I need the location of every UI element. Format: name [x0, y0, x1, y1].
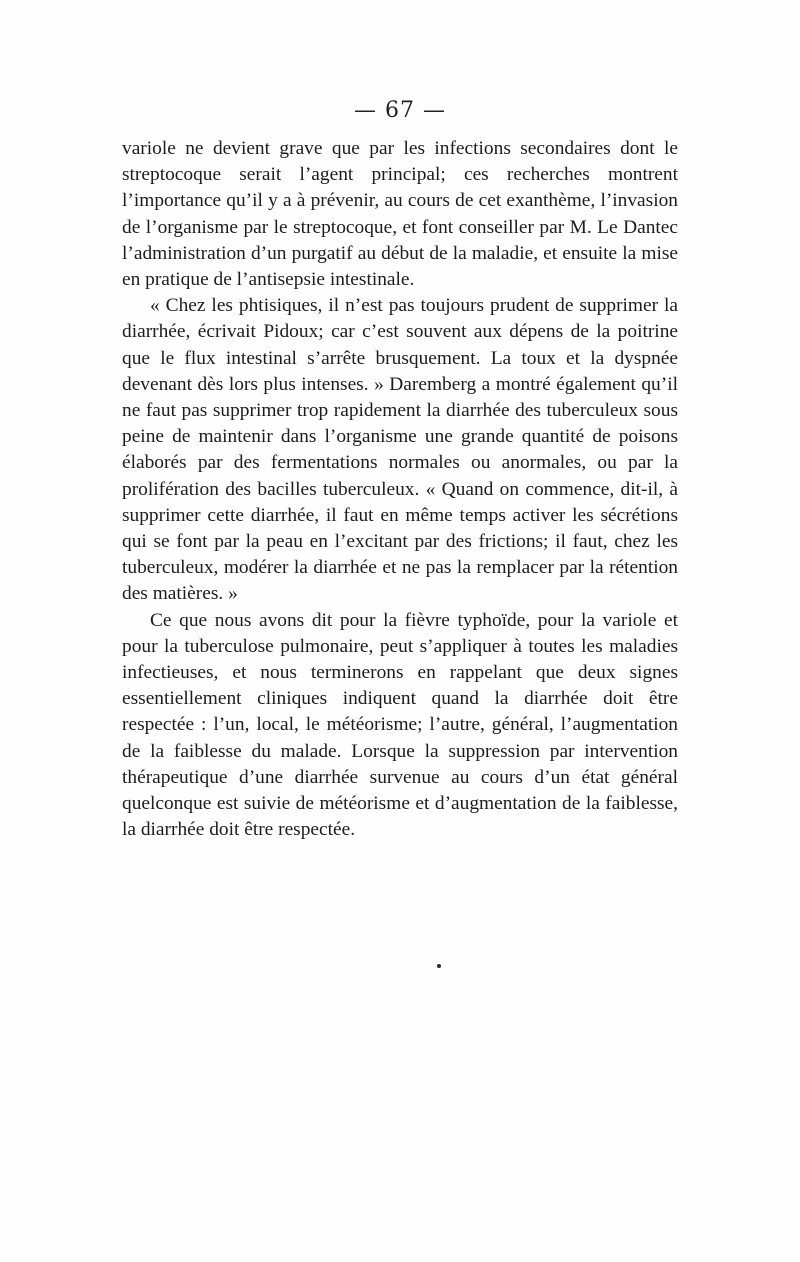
body-text	[122, 136, 678, 843]
page-number: — 67 —	[354, 98, 446, 123]
ink-dot-mark	[437, 964, 441, 968]
paragraph-1: variole ne devient grave que par les infections secondaires dont le streptocoque serait l’agent principal; ces recherches montrent l’importance qu’il y a à prévenir, au cours de cet exanthème, l’invasion de l’organisme par le streptocoque, et font conseiller par M. Le Dantec l’administration d’un purgatif au début de la maladie, et ensuite la mise en pratique de l’antisepsie intestinale.	[122, 138, 678, 291]
paragraph-3: Ce que nous avons dit pour la fièvre typhoïde, pour la variole et pour la tuberculose pulmonaire, peut s’appliquer à toutes les maladies infectieuses, et nous terminerons en rappelant que deux signes essentiellement cliniques indiquent quand la diarrhée doit être respectée : l’un, local, le météorisme; l’autre, général, l’augmentation de la faiblesse du malade. Lorsque la suppression par intervention thérapeutique d’une diarrhée survenue au cours d’un état général quelconque est suivie de météorisme et d’augmentation de la faiblesse, la diarrhée doit être respectée.	[122, 609, 678, 841]
paragraph-2: « Chez les phtisiques, il n’est pas toujours prudent de supprimer la diarrhée, écrivait Pidoux; car c’est souvent aux dépens de la poitrine que le flux intestinal s’arrête brusquement. La toux et la dyspnée devenant dès lors plus intenses. » Daremberg a montré également qu’il ne faut pas supprimer trop rapidement la diarrhée des tuberculeux sous peine de maintenir dans l’organisme une grande quantité de poisons élaborés par des fermentations normales ou anormales, ou par la prolifération des bacilles tuberculeux. « Quand on commence, dit-il, à supprimer cette diarrhée, il faut en même temps activer les sécrétions qui se font par la peau en l’excitant par des frictions; il faut, chez les tuberculeux, modérer la diarrhée et ne pas la remplacer par la rétention des matières. »	[122, 295, 678, 605]
